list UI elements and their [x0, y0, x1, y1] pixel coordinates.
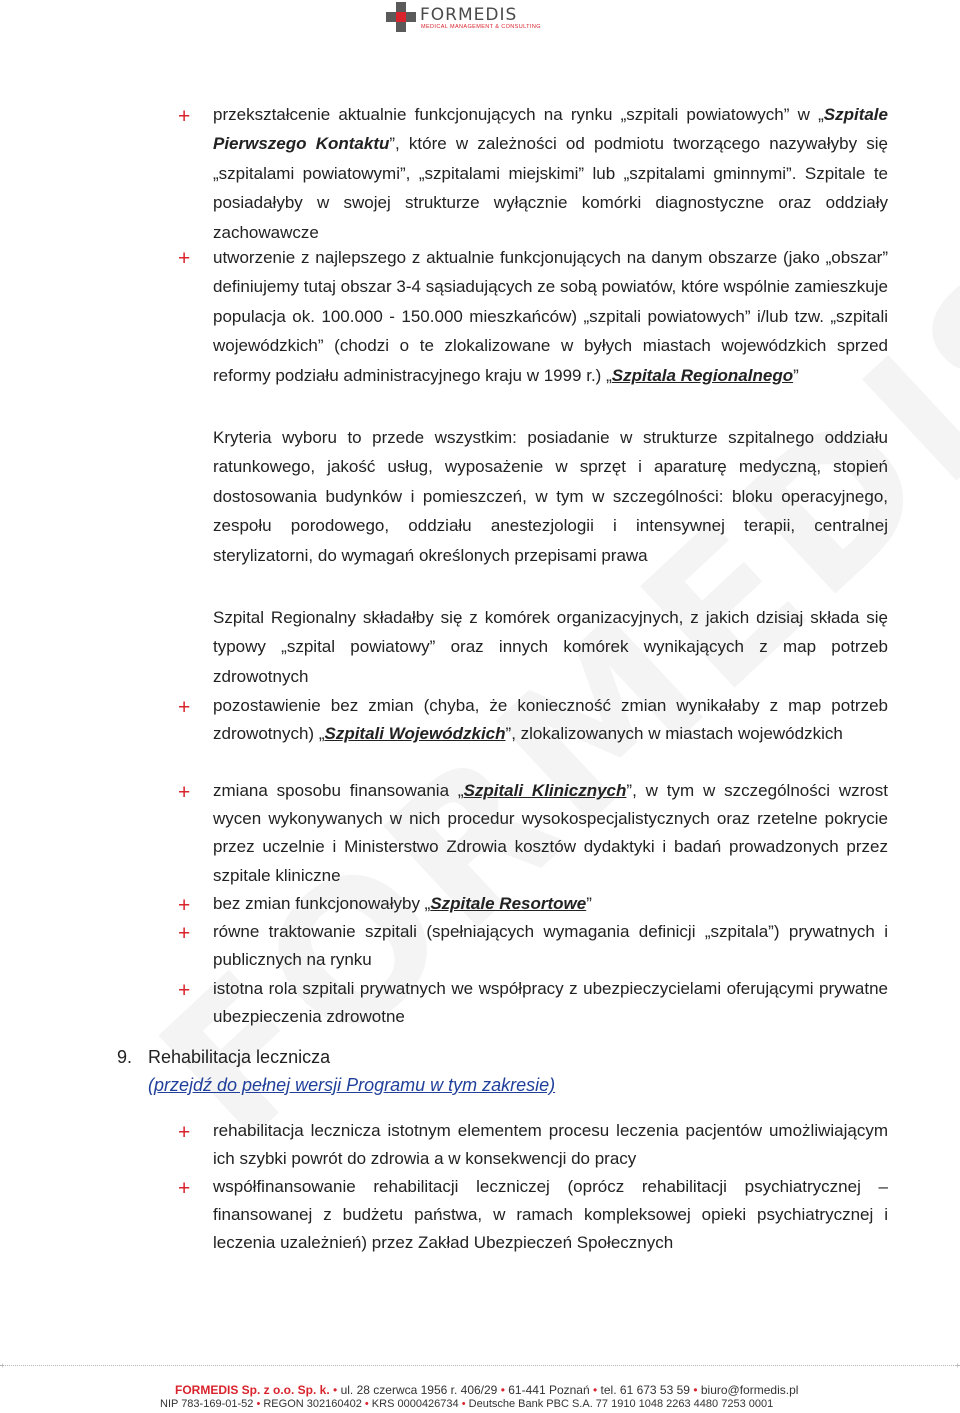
bullet-plus-icon: + [178, 922, 191, 945]
bullet-plus-icon: + [178, 894, 191, 917]
list-item: rehabilitacja lecznicza istotnym elementem procesu leczenia pacjentów umożliwiającym ich szybki powrót do zdrowia a w konsekwencji do pracy [213, 1121, 888, 1169]
bullet-plus-icon: + [178, 696, 191, 719]
list-item: istotna rola szpitali prywatnych we współpracy z ubezpieczycielami oferującymi prywatne ubezpieczenia zdrowotne [213, 979, 888, 1027]
emphasis: Szpitale Resortowe [430, 894, 587, 913]
bullet-plus-icon: + [178, 1177, 191, 1200]
list-item: zmiana sposobu finansowania „Szpitali Klinicznych”, w tym w szczególności wzrost wycen wykonywanych w nich procedur wysokospecjalistycznych oraz rzetelne pokrycie przez uczelnie i Ministerstwo Zdrowia kosztów dydaktyki i badań prowadzonych przez szpitale kliniczne [213, 781, 888, 885]
logo-name: FORMEDIS [420, 5, 518, 25]
emphasis: Szpitala Regionalnego [611, 365, 794, 385]
paragraph: Kryteria wyboru to przede wszystkim: posiadanie w strukturze szpitalnego oddziału ratunkowego, jakość usług, wyposażenie w sprzęt i aparaturę medyczną, stopień dostosowania budynków i pomieszczeń, w tym w szczególności: bloku operacyjnego, zespołu porodowego, oddziału anestezjologii i intensywnej terapii, centralnej sterylizatorni, do wymagań określonych przepisami prawa [213, 428, 888, 565]
emphasis: Szpitale Pierwszego Kontaktu [213, 105, 888, 154]
full-program-link[interactable]: (przejdź do pełnej wersji Programu w tym zakresie) [148, 1075, 556, 1095]
paragraph: Szpital Regionalny składałby się z komórek organizacyjnych, z jakich dzisiaj składa się typowy „szpital powiatowy” oraz innych komórek wynikających z map potrzeb zdrowotnych [213, 608, 888, 686]
emphasis: Szpitali Wojewódzkich [324, 724, 506, 744]
list-item: bez zmian funkcjonowałyby „Szpitale Resortowe” [213, 894, 592, 913]
list-item: pozostawienie bez zmian (chyba, że konieczność zmian wynikałaby z map potrzeb zdrowotnych) „Szpitali Wojewódzkich”, zlokalizowanych w miastach wojewódzkich [213, 696, 888, 744]
footer-email: biuro@formedis.pl [700, 1383, 799, 1397]
bullet-plus-icon: + [178, 247, 191, 270]
bullet-plus-icon: + [178, 781, 191, 804]
footer-company: FORMEDIS Sp. z o.o. Sp. k. [175, 1383, 330, 1397]
list-item: utworzenie z najlepszego z aktualnie funkcjonujących na danym obszarze (jako „obszar” definiujemy tutaj obszar 3-4 sąsiadujących ze sobą powiatów, które wspólnie zamieszkuje populacja ok. 100.000 - 150.000 mieszkańców) „szpitali powiatowych” i/lub tzw. „szpitali wojewódzkich” (chodzi o te zlokalizowane w byłych miastach wojewódzkich sprzed reformy podziału administracyjnego kraju w 1999 r.) „Szpitala Regionalnego” [213, 248, 888, 385]
list-item: równe traktowanie szpitali (spełniających wymagania definicji „szpitala”) prywatnych i publicznych na rynku [213, 922, 888, 970]
formedis-logo [386, 2, 546, 32]
section-heading [117, 1047, 330, 1068]
bullet-plus-icon: + [178, 105, 191, 128]
footer-address: FORMEDIS Sp. z o.o. Sp. k. • ul. 28 czerwca 1956 r. 406/29 • 61-441 Poznań • tel. 61 673 53 59 • biuro@formedis.pl [175, 1383, 799, 1397]
section-title: Rehabilitacja lecznicza [148, 1047, 331, 1067]
logo-tagline: MEDICAL MANAGEMENT & CONSULTING [421, 24, 541, 30]
footer-registry: NIP 783-169-01-52 • REGON 302160402 • KRS 0000426734 • Deutsche Bank PBC S.A. 77 1910 1048 2263 4480 7253 0001 [160, 1398, 774, 1410]
section-number: 9. [117, 1047, 133, 1067]
emphasis: Szpitali Klinicznych [463, 781, 627, 800]
medical-cross-icon [386, 2, 416, 32]
footer-divider: + + [0, 1361, 960, 1370]
list-item: przekształcenie aktualnie funkcjonujących na rynku „szpitali powiatowych” w „Szpitale Pierwszego Kontaktu”, które w zależności od podmiotu tworzącego nazywałyby się „szpitalami powiatowymi”, „szpitalami miejskimi” lub „szpitalami gminnymi”. Szpitale te posiadałyby w swojej strukturze wyłącznie komórki diagnostyczne oraz oddziały zachowawcze [213, 105, 888, 242]
bullet-plus-icon: + [178, 979, 191, 1002]
list-item: współfinansowanie rehabilitacji leczniczej (oprócz rehabilitacji psychiatrycznej – finansowanej z budżetu państwa, w ramach kompleksowej opieki psychiatrycznej i leczenia uzależnień) przez Zakład Ubezpieczeń Społecznych [213, 1177, 888, 1253]
bullet-plus-icon: + [178, 1121, 191, 1144]
